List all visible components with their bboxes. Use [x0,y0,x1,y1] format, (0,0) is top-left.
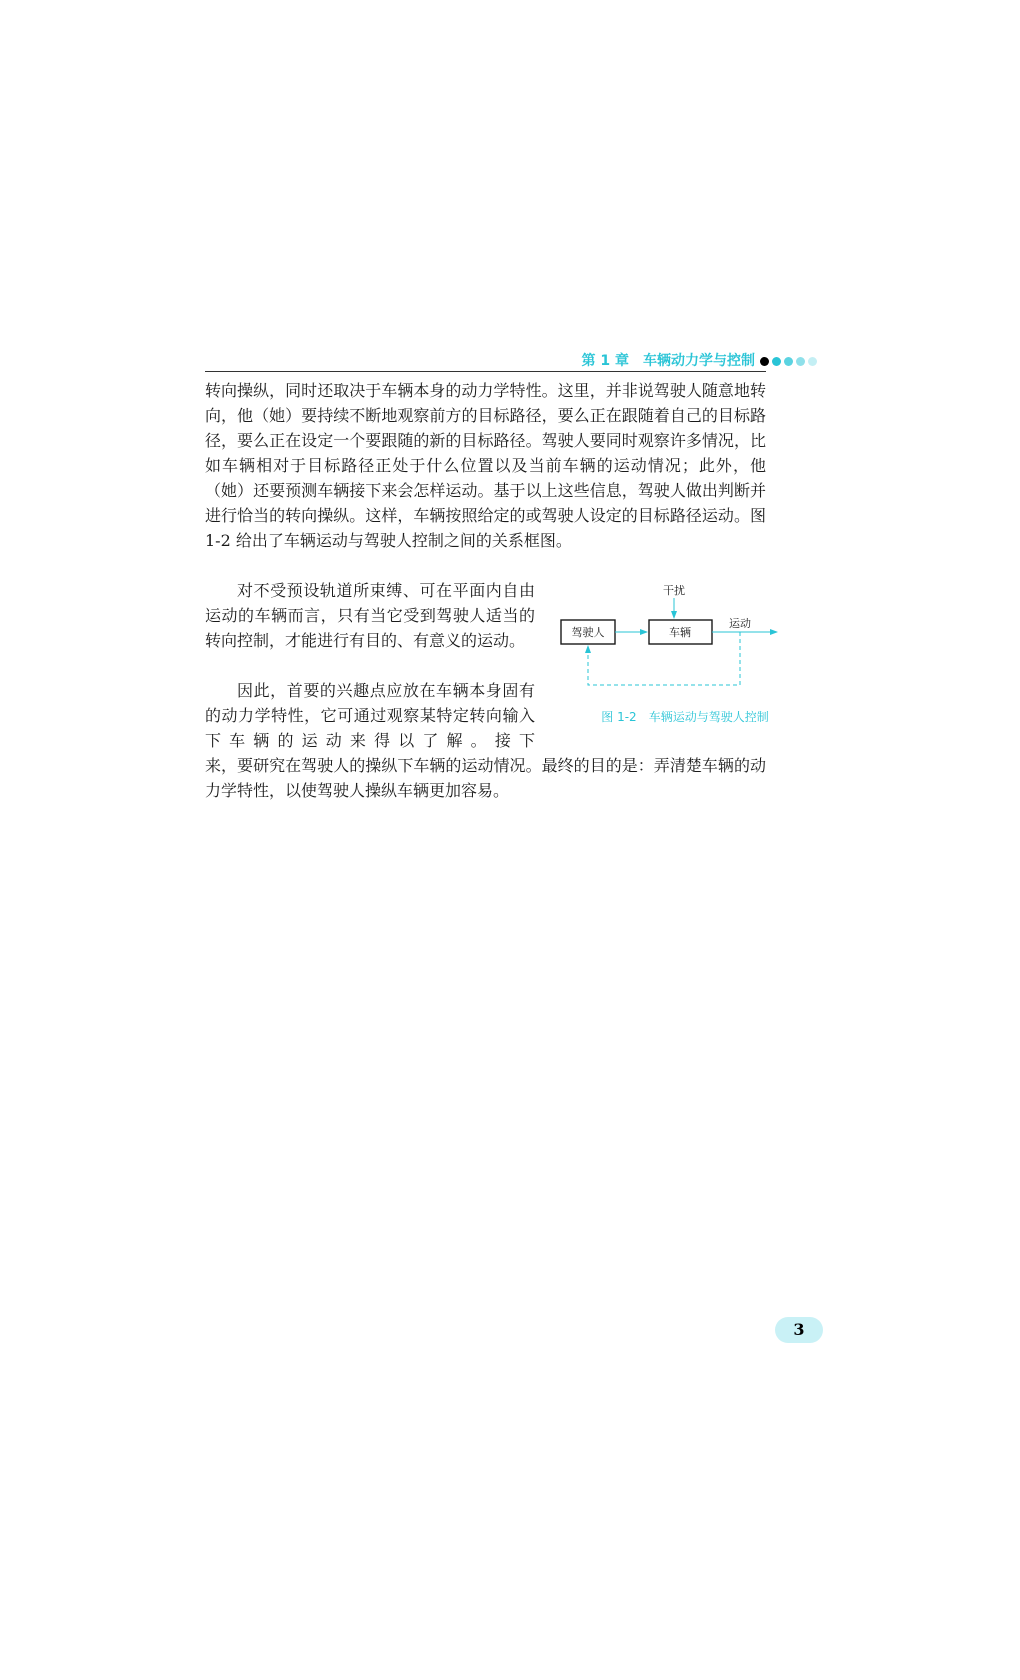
body-paragraph-1: 转向操纵，同时还取决于车辆本身的动力学特性。这里，并非说驾驶人随意地转向，他（她）要持续不断地观察前方的目标路径，要么正在跟随着自己的目标路径，要么正在设定一个要跟随的新的目标路径。驾驶人要同时观察许多情况，比如车辆相对于目标路径正处于什么位置以及当前车辆的运动情况；此外，他（她）还要预测车辆接下来会怎样运动。基于以上这些信息，驾驶人做出判断并进行恰当的转向操纵。这样，车辆按照给定的或驾驶人设定的目标路径运动。图 1-2 给出了车辆运动与驾驶人控制之间的关系框图。 [205,381,766,550]
header-dots-decoration [760,357,817,367]
header-dot [772,357,781,366]
body-paragraph-2: 对不受预设轨道所束缚、可在平面内自由运动的车辆而言，只有当它受到驾驶人适当的转向控制，才能进行有目的、有意义的运动。 [205,581,535,650]
block-diagram [560,585,810,700]
figure-caption: 图 1-2 车辆运动与驾驶人控制 [601,710,769,724]
header-dot [808,357,817,366]
driver-label: 驾驶人 [571,626,605,639]
header-dot [760,357,769,366]
header-rule [205,371,766,372]
motion-label: 运动 [729,617,751,630]
disturbance-label: 干扰 [663,585,685,597]
header-dot [784,357,793,366]
vehicle-label: 车辆 [669,626,691,639]
body-paragraph-3-part-1: 因此，首要的兴趣点应放在车辆本身固有的动力学特性，它可通过观察某特定转向输入下车辆的运动来得以了解。接下 [205,681,535,750]
body-paragraph-3-part-2: 来，要研究在驾驶人的操纵下车辆的运动情况。最终的目的是：弄清楚车辆的动力学特性，以使驾驶人操纵车辆更加容易。 [205,756,766,800]
header-dot [796,357,805,366]
chapter-header-title: 第 1 章 车辆动力学与控制 [581,353,755,369]
page-number-badge: 3 [775,1317,823,1343]
